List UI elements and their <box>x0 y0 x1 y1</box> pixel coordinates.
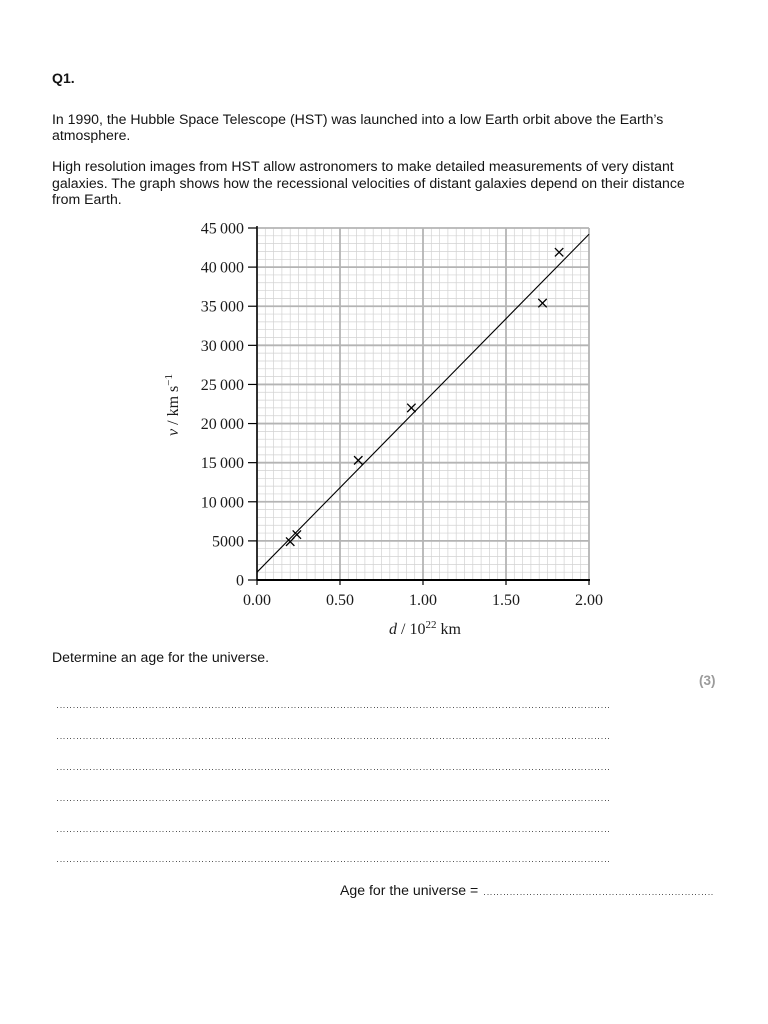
y-tick-label: 0 <box>236 572 244 590</box>
answer-line <box>57 800 609 801</box>
y-axis-symbol: v <box>165 428 182 436</box>
task-prompt: Determine an age for the universe. <box>52 649 270 665</box>
x-axis-label <box>389 619 461 638</box>
y-tick-label: 45 000 <box>200 220 244 238</box>
x-axis-unit-exponent: 22 <box>425 619 437 631</box>
answer-line <box>57 861 609 862</box>
context-text-line: galaxies. The graph shows how the recessional velocities of distant galaxies depend on their distance <box>52 175 685 191</box>
y-tick-label: 15 000 <box>200 455 244 473</box>
y-axis-unit-exponent: −1 <box>163 374 175 386</box>
answer-line <box>57 738 609 739</box>
x-tick-label: 1.50 <box>492 592 520 609</box>
x-tick-label: 0.00 <box>243 592 271 609</box>
final-answer-line <box>484 894 715 895</box>
y-tick-label: 20 000 <box>200 416 244 434</box>
data-point-cross <box>555 248 563 256</box>
y-tick-label: 25 000 <box>200 376 244 394</box>
x-tick-label: 2.00 <box>575 592 603 609</box>
answer-line <box>57 707 609 708</box>
x-axis-unit: / 10 <box>401 621 426 638</box>
x-axis-unit-km: km <box>440 621 461 638</box>
y-tick-label: 30 000 <box>200 337 244 355</box>
intro-text-line: atmosphere. <box>52 127 131 143</box>
x-tick-label: 0.50 <box>326 592 354 609</box>
y-axis-unit: / km s <box>165 385 182 425</box>
context-text-line: from Earth. <box>52 191 122 207</box>
y-tick-label: 10 000 <box>200 494 244 512</box>
y-tick-label: 35 000 <box>200 298 244 316</box>
y-tick-label: 5000 <box>212 533 244 551</box>
final-answer-label: Age for the universe = <box>340 882 479 898</box>
context-text-line: High resolution images from HST allow astronomers to make detailed measurements of very distant <box>52 158 674 174</box>
question-number: Q1. <box>52 70 75 86</box>
y-axis-label <box>163 374 182 436</box>
velocity-distance-graph <box>150 215 630 645</box>
marks-available: (3) <box>699 673 716 688</box>
intro-text-line: In 1990, the Hubble Space Telescope (HST) was launched into a low Earth orbit above the Earth’s <box>52 111 664 127</box>
answer-line <box>57 831 609 832</box>
answer-line <box>57 769 609 770</box>
x-tick-label: 1.00 <box>409 592 437 609</box>
x-axis-symbol: d <box>389 621 398 638</box>
y-tick-label: 40 000 <box>200 259 244 277</box>
